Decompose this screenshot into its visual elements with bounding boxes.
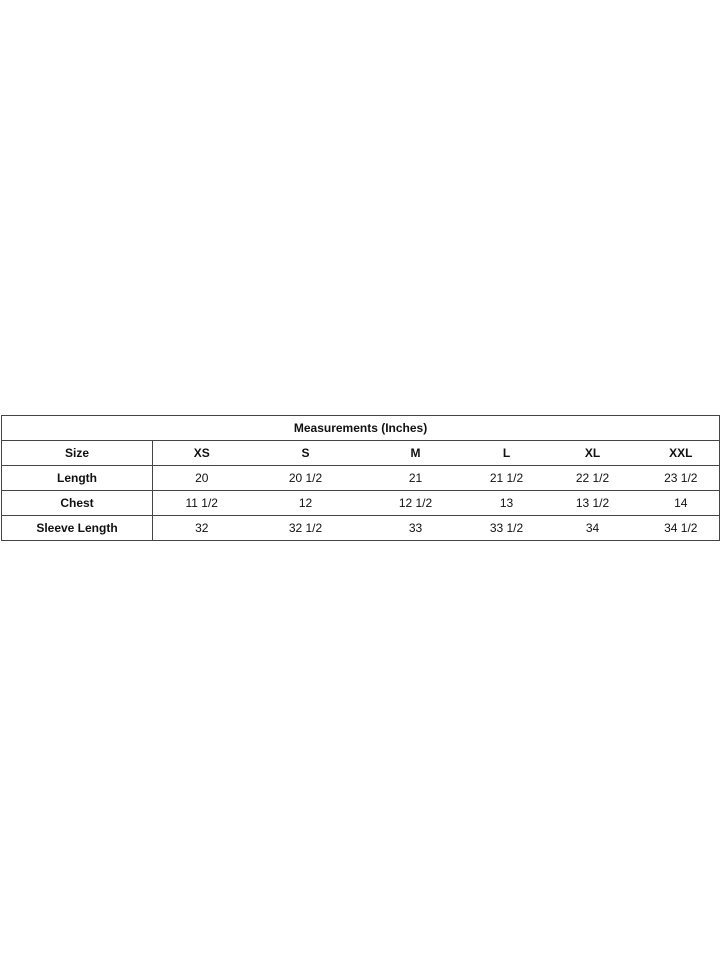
size-xs-header: XS (153, 441, 251, 466)
table-cell: 33 (361, 516, 471, 541)
table-cell: 32 1/2 (251, 516, 361, 541)
table-cell: 32 (153, 516, 251, 541)
table-cell: 13 (471, 491, 543, 516)
table-cell: 33 1/2 (471, 516, 543, 541)
size-l-header: L (471, 441, 543, 466)
size-xl-header: XL (543, 441, 643, 466)
measurements-table (1, 415, 720, 541)
table-cell: 11 1/2 (153, 491, 251, 516)
table-cell: 20 (153, 466, 251, 491)
row-label-length: Length (2, 466, 153, 491)
table-header-row (2, 441, 720, 466)
table-cell: 20 1/2 (251, 466, 361, 491)
table-cell: 22 1/2 (543, 466, 643, 491)
table-title-row (2, 416, 720, 441)
table-cell: 12 1/2 (361, 491, 471, 516)
table-row (2, 491, 720, 516)
table-row (2, 516, 720, 541)
table-cell: 34 (543, 516, 643, 541)
row-label-sleeve-length: Sleeve Length (2, 516, 153, 541)
table-cell: 34 1/2 (643, 516, 720, 541)
table-row (2, 466, 720, 491)
size-m-header: M (361, 441, 471, 466)
size-s-header: S (251, 441, 361, 466)
size-header: Size (2, 441, 153, 466)
row-label-chest: Chest (2, 491, 153, 516)
size-xxl-header: XXL (643, 441, 720, 466)
table-cell: 13 1/2 (543, 491, 643, 516)
table-cell: 21 (361, 466, 471, 491)
table-cell: 12 (251, 491, 361, 516)
table-cell: 14 (643, 491, 720, 516)
table-title: Measurements (Inches) (2, 416, 720, 441)
table-cell: 23 1/2 (643, 466, 720, 491)
table-cell: 21 1/2 (471, 466, 543, 491)
